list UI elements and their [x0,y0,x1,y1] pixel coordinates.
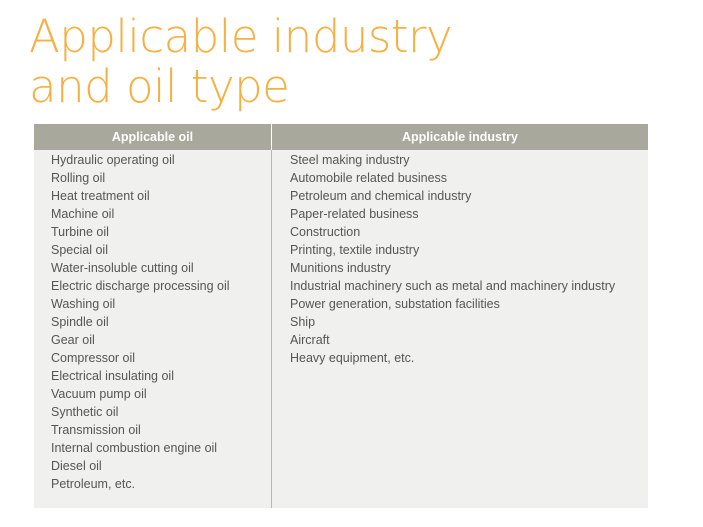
page-title-line-2: and oil type [29,60,290,113]
industry-list-item: Industrial machinery such as metal and machinery industry [290,279,616,293]
oil-list-item: Transmission oil [51,423,141,437]
oil-list-item: Gear oil [51,333,95,347]
oil-list-item: Electric discharge processing oil [51,279,230,293]
oil-list-item: Water-insoluble cutting oil [51,261,194,275]
oil-list-item: Electrical insulating oil [51,369,174,383]
oil-list-item: Turbine oil [51,225,109,239]
oil-list-item: Synthetic oil [51,405,119,419]
industry-list-item: Aircraft [290,333,330,347]
page-title-line-1: Applicable industry [29,10,453,63]
industry-list-item: Power generation, substation facilities [290,297,500,311]
oil-list-item: Compressor oil [51,351,136,365]
oil-list-item: Vacuum pump oil [51,387,147,401]
oil-list-item: Special oil [51,243,108,257]
header-applicable-oil: Applicable oil [111,130,194,144]
oil-list-item: Heat treatment oil [51,189,150,203]
oil-list-item: Diesel oil [51,459,102,473]
oil-list-item: Rolling oil [51,171,106,185]
oil-list-item: Washing oil [51,297,116,311]
page-title [29,12,452,112]
industry-list [290,151,648,367]
oil-column [34,150,271,508]
industry-list-item: Ship [290,315,316,329]
industry-list-item: Heavy equipment, etc. [290,351,415,365]
industry-list-item: Construction [290,225,361,239]
industry-list-item: Printing, textile industry [290,243,420,257]
oil-list-item: Spindle oil [51,315,109,329]
industry-list-item: Paper-related business [290,207,419,221]
oil-list-item: Hydraulic operating oil [51,153,175,167]
oil-list [51,151,271,493]
table-header-row [34,124,648,150]
industry-list-item: Munitions industry [290,261,391,275]
table-body [34,150,648,508]
oil-list-item: Internal combustion engine oil [51,441,218,455]
oil-list-item: Machine oil [51,207,115,221]
oil-list-item: Petroleum, etc. [51,477,136,491]
industry-column [272,150,648,508]
header-applicable-industry: Applicable industry [402,130,518,144]
industry-list-item: Automobile related business [290,171,448,185]
oil-industry-table [34,124,648,508]
industry-list-item: Steel making industry [290,153,410,167]
industry-list-item: Petroleum and chemical industry [290,189,472,203]
